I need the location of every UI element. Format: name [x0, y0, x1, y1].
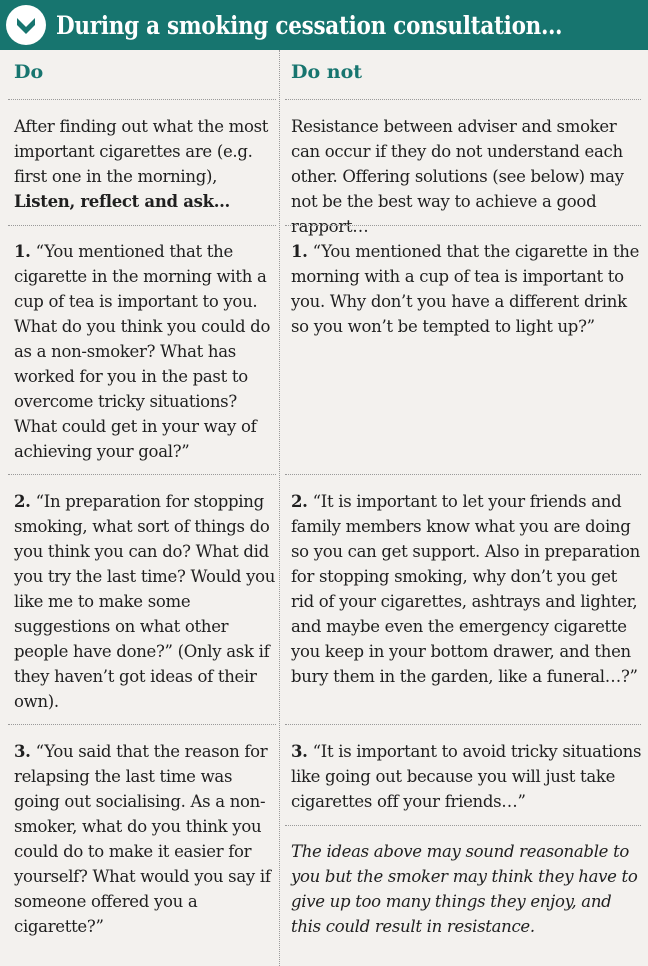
arrow-down-circle-icon — [6, 5, 46, 45]
row-2-do-not — [291, 489, 643, 689]
row-number: 1. — [14, 242, 31, 261]
row-number: 3. — [291, 742, 308, 761]
row-2-do — [14, 489, 276, 714]
row-number: 2. — [291, 492, 308, 511]
divider — [8, 724, 276, 725]
page-title: During a smoking cessation consultation… — [56, 10, 563, 40]
row-number: 1. — [291, 242, 308, 261]
footnote: The ideas above may sound reasonable to you but the smoker may think they have to give up too many things they enjoy, and this could result in resistance. — [291, 842, 638, 936]
column-divider — [279, 50, 280, 966]
divider — [8, 225, 276, 226]
row-number: 3. — [14, 742, 31, 761]
row-3-do-not-text: “It is important to avoid tricky situations like going out because you will just take cigarettes off your friends…” — [291, 742, 642, 811]
row-1-do — [14, 239, 276, 464]
column-header-do-not: Do not — [291, 61, 363, 83]
intro-do-bold: Listen, reflect and ask… — [14, 192, 230, 211]
row-3-do — [14, 739, 276, 939]
divider — [285, 99, 641, 100]
divider — [285, 825, 641, 826]
divider — [285, 474, 641, 475]
column-header-do: Do — [14, 61, 44, 83]
divider — [285, 225, 641, 226]
row-1-do-not — [291, 239, 643, 339]
header-banner — [0, 0, 648, 50]
intro-do-not: Resistance between adviser and smoker can occur if they do not understand each other. Offering solutions (see below) may not be the best way to achieve a good rapport… — [291, 117, 624, 236]
comparison-table — [0, 50, 648, 966]
divider — [8, 474, 276, 475]
row-1-do-not-text: “You mentioned that the cigarette in the morning with a cup of tea is important to you. Why don’t you have a different drink so you won’t be tempted to light up?” — [291, 242, 640, 336]
row-2-do-text: “In preparation for stopping smoking, what sort of things do you think you can do? What did you try the last time? Would you like me to make some suggestions on what other people have done?” (Only ask if they haven’t got ideas of their own). — [14, 492, 276, 711]
divider — [285, 724, 641, 725]
row-1-do-text: “You mentioned that the cigarette in the morning with a cup of tea is important to you. What do you think you could do as a non-smoker? What has worked for you in the past to overcome tricky situations? What could get in your way of achieving your goal?” — [14, 242, 271, 461]
row-2-do-not-text: “It is important to let your friends and family members know what you are doing so you can get support. Also in preparation for stopping smoking, why don’t you get rid of your cigarettes, ashtrays and lighter, and maybe even the emergency cigarette you keep in your bottom drawer, and then bury them in the garden, like a funeral…?” — [291, 492, 640, 686]
intro-do — [14, 114, 276, 214]
intro-do-text: After finding out what the most important cigarettes are (e.g. first one in the morning), — [14, 117, 269, 186]
divider — [8, 99, 276, 100]
row-number: 2. — [14, 492, 31, 511]
row-3-do-not — [291, 739, 643, 814]
row-3-do-text: “You said that the reason for relapsing the last time was going out socialising. As a non-smoker, what do you think you could do to make it easier for yourself? What would you say if someone offered you a cigarette?” — [14, 742, 271, 936]
